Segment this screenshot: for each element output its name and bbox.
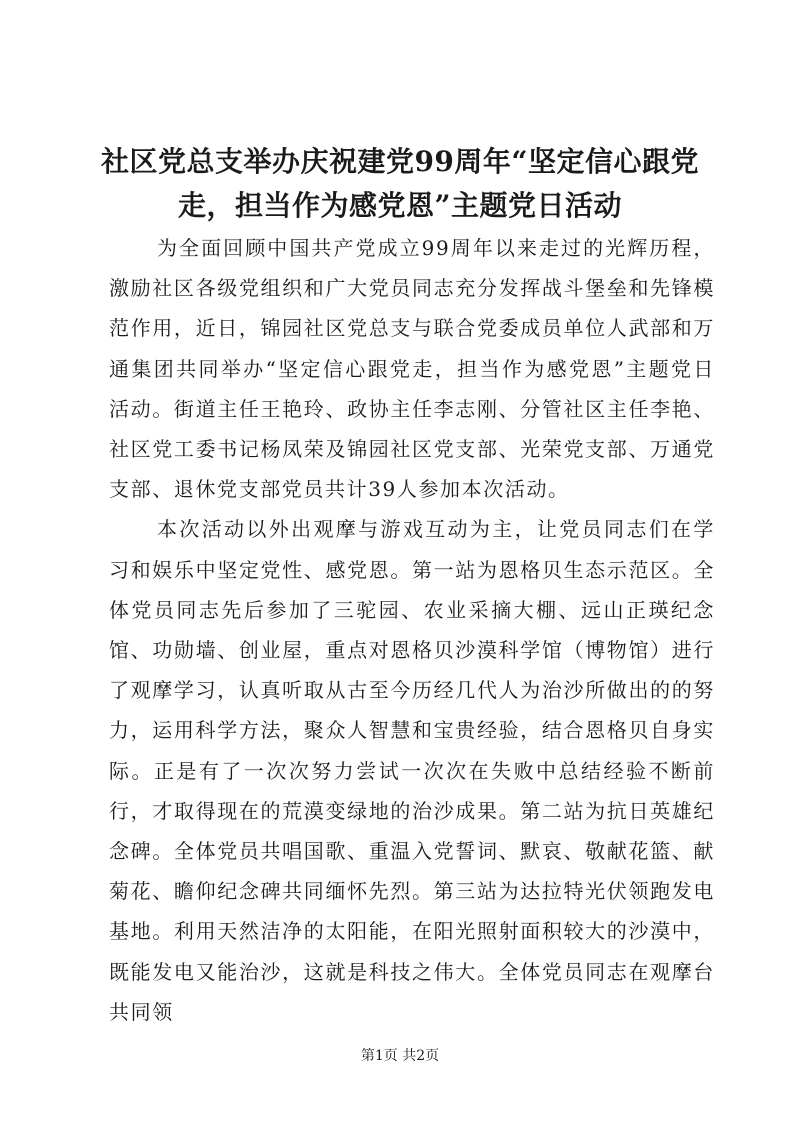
- page-footer: [0, 1046, 800, 1066]
- document-body: [109, 228, 715, 1032]
- document-title: 社区党总支举办庆祝建党99周年“坚定信心跟党走，担当作为感党恩”主题党日活动: [100, 145, 700, 222]
- page-number: 第1页 共2页: [360, 1048, 440, 1064]
- paragraph-activity: 本次活动以外出观摩与游戏互动为主，让党员同志们在学习和娱乐中坚定党性、感党恩。第一站为恩格贝生态示范区。全体党员同志先后参加了三驼园、农业采摘大棚、远山正瑛纪念馆、功勋墙、创业屋，重点对恩格贝沙漠科学馆（博物馆）进行了观摩学习，认真听取从古至今历经几代人为治沙所做出的的努力，运用科学方法，聚众人智慧和宝贵经验，结合恩格贝自身实际。正是有了一次次努力尝试一次次在失败中总结经验不断前行，才取得现在的荒漠变绿地的治沙成果。第二站为抗日英雄纪念碑。全体党员共唱国歌、重温入党誓词、默哀、敬献花篮、献菊花、瞻仰纪念碑共同缅怀先烈。第三站为达拉特光伏领跑发电基地。利用天然洁净的太阳能，在阳光照射面积较大的沙漠中，既能发电又能治沙，这就是科技之伟大。全体党员同志在观摩台共同领: [109, 517, 715, 1024]
- paragraph-intro: 为全面回顾中国共产党成立99周年以来走过的光辉历程，激励社区各级党组织和广大党员同志充分发挥战斗堡垒和先锋模范作用，近日，锦园社区党总支与联合党委成员单位人武部和万通集团共同举办“坚定信心跟党走，担当作为感党恩”主题党日活动。街道主任王艳玲、政协主任李志刚、分管社区主任李艳、社区党工委书记杨凤荣及锦园社区党支部、光荣党支部、万通党支部、退休党支部党员共计39人参加本次活动。: [109, 236, 715, 502]
